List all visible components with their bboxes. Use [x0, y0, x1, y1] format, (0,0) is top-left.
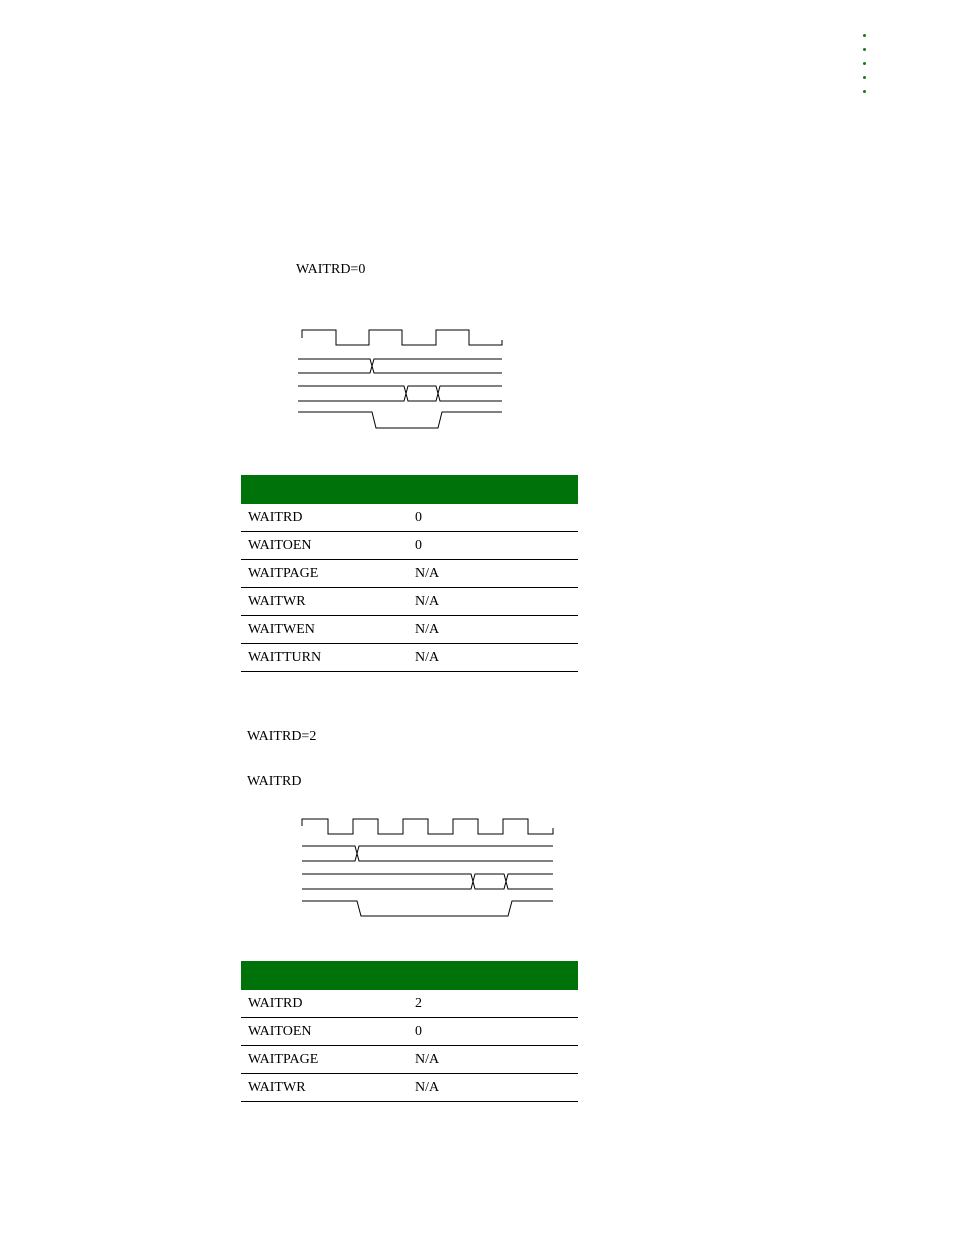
- table-row: [241, 1074, 578, 1102]
- margin-dot: [863, 90, 866, 93]
- value-cell: N/A: [407, 1046, 578, 1074]
- table-header-row: [241, 475, 578, 504]
- margin-dot: [863, 48, 866, 51]
- register-table-1: [241, 475, 578, 672]
- register-table-2: [241, 961, 578, 1102]
- value-cell: N/A: [407, 588, 578, 616]
- value-cell: 0: [407, 532, 578, 560]
- table-row: [241, 1018, 578, 1046]
- value-cell: N/A: [407, 616, 578, 644]
- table-row: [241, 560, 578, 588]
- value-cell: 0: [407, 504, 578, 532]
- timing-diagram-waitrd2: [298, 815, 558, 921]
- margin-dot: [863, 76, 866, 79]
- value-cell: 2: [407, 990, 578, 1018]
- table-header-cell: [241, 475, 407, 504]
- param-cell: WAITPAGE: [241, 1046, 407, 1074]
- address-bus-top: [298, 359, 502, 373]
- table-row: [241, 504, 578, 532]
- table-header-row: [241, 961, 578, 990]
- table-header-cell: [407, 475, 578, 504]
- table-row: [241, 588, 578, 616]
- timing-diagram-waitrd0: [296, 326, 506, 432]
- param-cell: WAITWEN: [241, 616, 407, 644]
- data-bus-bottom: [302, 874, 553, 889]
- address-bus-top: [302, 846, 553, 861]
- table-row: [241, 644, 578, 672]
- oe-strobe: [298, 412, 502, 428]
- margin-dot: [863, 62, 866, 65]
- table-header-cell: [241, 961, 407, 990]
- margin-dots: [863, 34, 869, 104]
- param-cell: WAITRD: [241, 504, 407, 532]
- table-header-cell: [407, 961, 578, 990]
- param-cell: WAITRD: [241, 990, 407, 1018]
- address-bus-bottom: [298, 359, 502, 373]
- section2-caption: WAITRD=2: [247, 729, 317, 744]
- value-cell: 0: [407, 1018, 578, 1046]
- clock-waveform: [302, 330, 502, 345]
- margin-dot: [863, 34, 866, 37]
- table-row: [241, 532, 578, 560]
- oe-strobe: [302, 901, 553, 916]
- section1-caption: WAITRD=0: [296, 262, 366, 277]
- param-cell: WAITWR: [241, 1074, 407, 1102]
- param-cell: WAITTURN: [241, 644, 407, 672]
- value-cell: N/A: [407, 644, 578, 672]
- param-cell: WAITPAGE: [241, 560, 407, 588]
- table-row: [241, 1046, 578, 1074]
- param-cell: WAITOEN: [241, 1018, 407, 1046]
- value-cell: N/A: [407, 560, 578, 588]
- address-bus-bottom: [302, 846, 553, 861]
- table-row: [241, 616, 578, 644]
- data-bus-top: [298, 386, 502, 401]
- param-cell: WAITOEN: [241, 532, 407, 560]
- param-cell: WAITWR: [241, 588, 407, 616]
- table-row: [241, 990, 578, 1018]
- data-bus-bottom: [298, 386, 502, 401]
- clock-waveform: [302, 819, 553, 834]
- data-bus-top: [302, 874, 553, 889]
- section2-subcaption: WAITRD: [247, 774, 302, 789]
- value-cell: N/A: [407, 1074, 578, 1102]
